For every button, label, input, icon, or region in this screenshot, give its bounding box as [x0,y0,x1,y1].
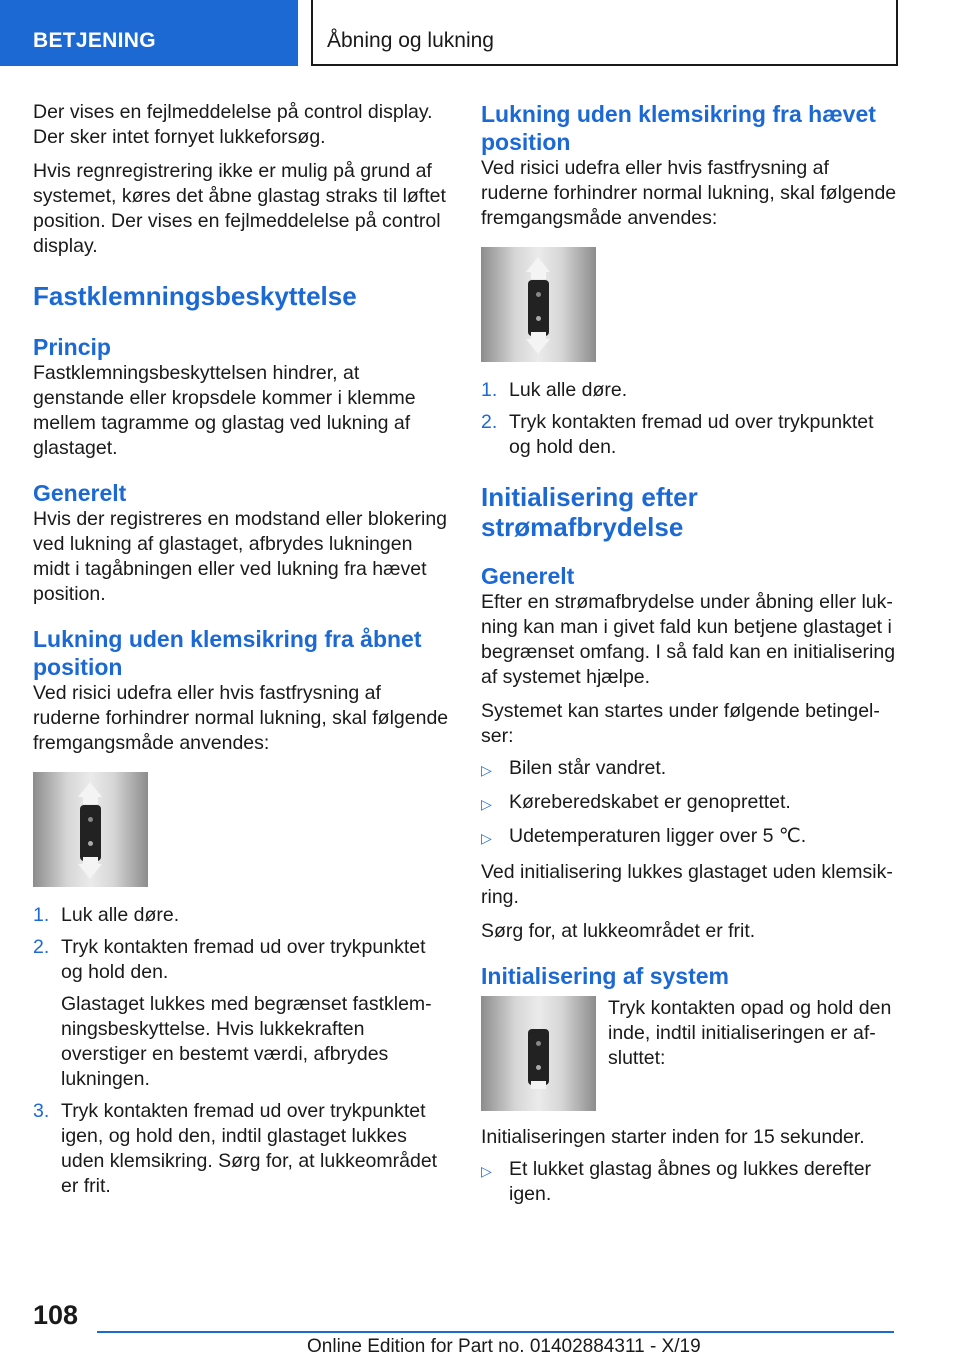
section-label: BETJENING [33,29,156,52]
system-instruction [481,996,899,1111]
chapter-title: Åbning og lukning [327,29,494,52]
paragraph: Sørg for, at lukkeområdet er frit. [481,920,756,942]
steps-list [481,378,899,460]
footer-divider [97,1331,894,1333]
section-tab [0,0,298,66]
heading-generelt: Generelt [481,563,575,589]
triangle-bullet-icon: ▷ [481,796,492,812]
list-item: 1. Luk alle døre. [481,379,628,401]
paragraph: Efter en strømafbrydelse under åbning eller lukning kan man i givet fald kun betjene glastaget i begrænset omfang. I så fald kan en initialisering af systemet hjælpe. [481,591,896,688]
list-item: ▷ Bilen står vandret. [481,756,899,783]
paragraph: Systemet kan startes under følgende betingelser: [481,700,880,747]
paragraph: Ved risici udefra eller hvis fastfrysning af ruderne forhindrer normal lukning, skal følgende fremgangsmåde anvendes: [33,682,449,754]
roof-switch-image [481,247,596,362]
paragraph: Tryk kontakten opad og hold den inde, indtil initialiseringen er afsluttet: [608,997,892,1069]
triangle-bullet-icon: ▷ [481,1163,492,1179]
edition-note: Online Edition for Part no. 01402884311 - X/19 [307,1336,701,1357]
page-number: 108 [33,1300,79,1330]
list-item: 3. Tryk kontakten fremad ud over trykpunktet igen, og hold den, indtil glastaget lukkes uden klemsikring. Sørg for, at lukkeområdet er frit. [33,1100,438,1197]
left-column [33,100,451,1199]
paragraph: Ved initialisering lukkes glastaget uden klemsikring. [481,861,893,908]
chapter-header [311,0,898,66]
paragraph: Hvis der registreres en modstand eller blokering ved lukning af glastaget, afbrydes lukningen midt i tagåbningen eller ved lukning fra hævet position. [33,508,448,605]
paragraph: Hvis regnregistrering ikke er mulig på grund af systemet, køres det åbne glastag straks til løftet position. Der vises en fejlmeddelelse på control display. [33,160,446,257]
heading-lukning-haevet: Lukning uden klemsikring fra hævet position [481,101,876,155]
condition-list [481,756,899,851]
roof-switch-image [481,996,596,1111]
steps-list [33,903,451,1199]
heading-initialisering: Initialisering efter strømafbrydelse [481,482,698,542]
right-column [481,100,899,1207]
list-item: ▷ Et lukket glastag åbnes og lukkes derefter igen. [481,1158,872,1205]
paragraph: Der vises en fejlmeddelelse på control display. Der sker intet fornyet lukkeforsøg. [33,101,433,148]
paragraph: Ved risici udefra eller hvis fastfrysning af ruderne forhindrer normal lukning, skal følgende fremgangsmåde anvendes: [481,157,897,229]
heading-princip: Princip [33,334,111,360]
list-item: ▷ Køreberedskabet er genoprettet. [481,790,899,817]
triangle-bullet-icon: ▷ [481,830,492,846]
list-item: 2. Tryk kontakten fremad ud over trykpunktet og hold den. [481,411,874,458]
heading-generelt: Generelt [33,480,127,506]
heading-initialisering-system: Initialisering af system [481,963,729,989]
triangle-bullet-icon: ▷ [481,762,492,778]
result-list [481,1157,899,1207]
paragraph: Fastklemningsbeskyttelsen hindrer, at genstande eller kropsdele kommer i klemme mellem tagramme og glastag ved lukning af glastaget. [33,362,416,459]
heading-lukning-aabnet: Lukning uden klemsikring fra åbnet position [33,626,422,680]
roof-switch-image [33,772,148,887]
list-item: Glastaget lukkes med begrænset fastklemningsbeskyttelse. Hvis lukkekraften overstiger en bestemt værdi, afbrydes lukningen. [61,993,432,1090]
list-item: 2. Tryk kontakten fremad ud over trykpunktet og hold den. [33,936,426,983]
list-item: 1. Luk alle døre. [33,904,180,926]
paragraph: Initialiseringen starter inden for 15 sekunder. [481,1126,865,1148]
list-item: ▷ Udetemperaturen ligger over 5 ℃. [481,824,899,851]
heading-fastklemning: Fastklemningsbeskyttelse [33,281,357,311]
